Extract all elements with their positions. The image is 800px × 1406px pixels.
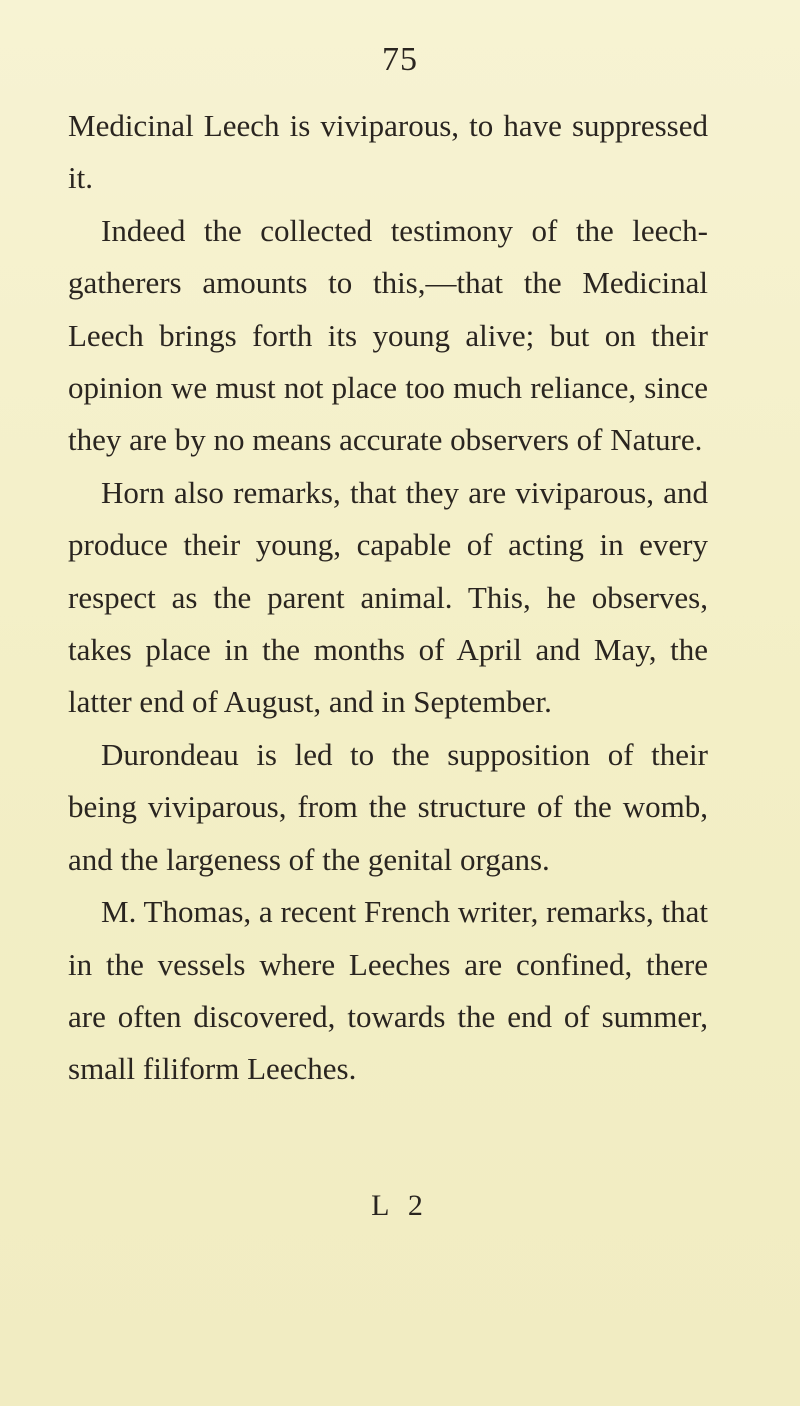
paragraph-leech-gatherers: Indeed the collected testimony of the leech-gatherers amounts to this,—that the Medicinal Leech brings forth its young alive; but on their opinion we must not place too much reliance, since they are by no means accurate observers of Nature.: [68, 212, 708, 458]
paragraph-continuation: Medicinal Leech is viviparous, to have suppressed it.: [68, 108, 708, 196]
page-number: 75: [382, 41, 418, 78]
paragraph-horn: Horn also remarks, that they are viviparous, and produce their young, capable of acting in every respect as the parent animal. This, he observes, takes place in the months of April and May, the latter end of August, and in September.: [68, 474, 708, 720]
paragraph-thomas: M. Thomas, a recent French writer, remarks, that in the vessels where Leeches are confined, there are often discovered, towards the end of summer, small filiform Leeches.: [68, 894, 708, 1087]
body-text: [68, 100, 708, 1096]
signature-mark: L 2: [371, 1189, 429, 1222]
paragraph-durondeau: Durondeau is led to the supposition of their being viviparous, from the structure of the womb, and the largeness of the genital organs.: [68, 736, 708, 877]
